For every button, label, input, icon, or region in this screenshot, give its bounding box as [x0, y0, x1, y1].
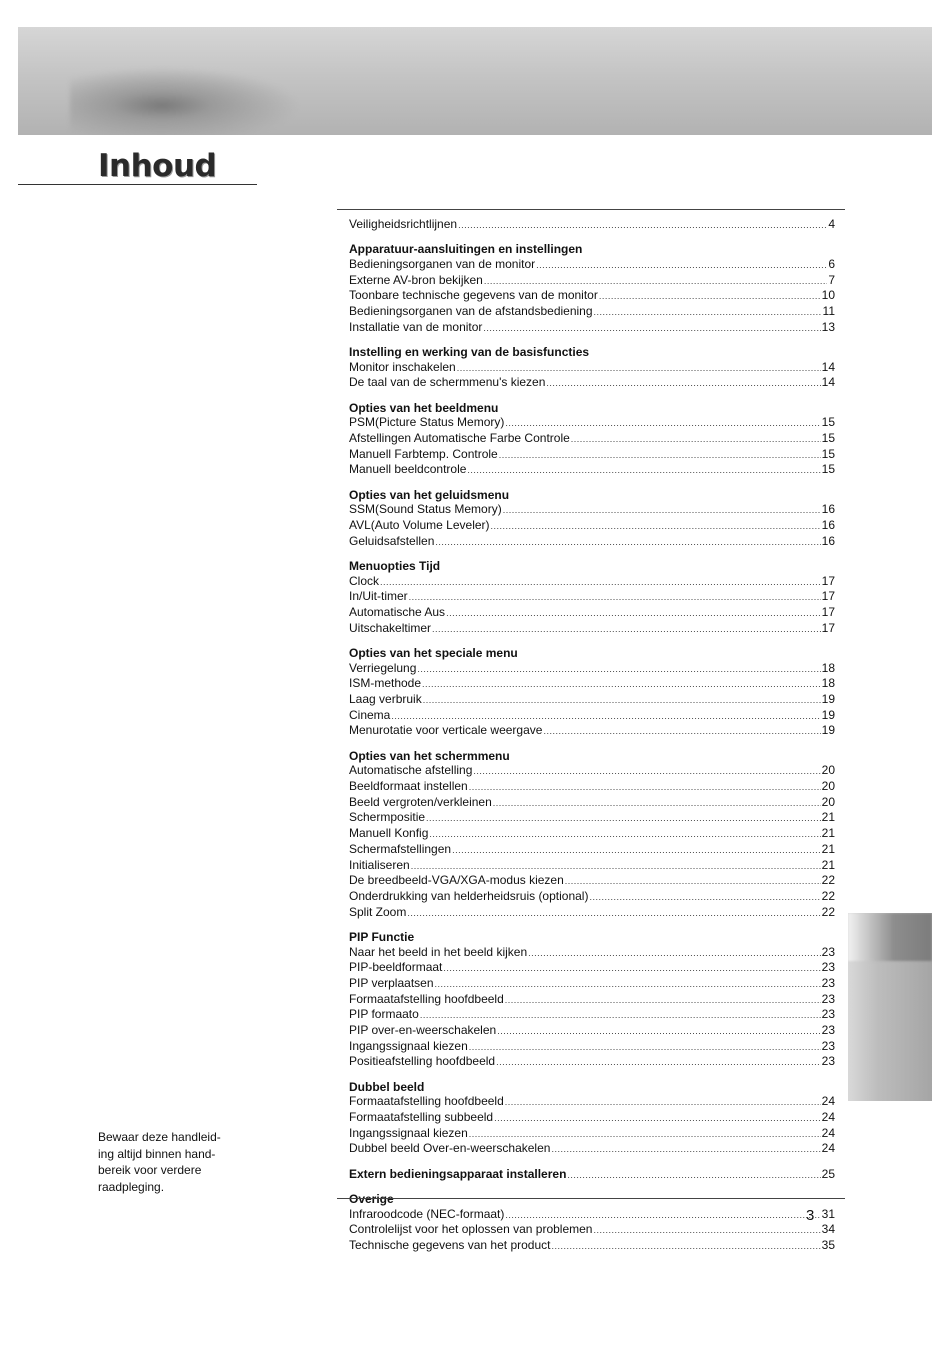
toc-entry-page: 21	[821, 826, 835, 841]
dot-leader	[411, 859, 821, 874]
dot-leader	[505, 416, 820, 431]
toc-section	[349, 401, 835, 479]
dot-leader	[446, 606, 821, 621]
dot-leader	[452, 843, 821, 858]
toc-entry[interactable]	[349, 360, 835, 376]
toc-entry-label: Clock	[349, 573, 380, 588]
toc-entry-label: Beeldformaat instellen	[349, 779, 468, 793]
toc-entry[interactable]	[349, 1039, 835, 1055]
toc-entry-label: Infraroodcode (NEC-formaat)	[349, 1206, 505, 1221]
toc-entry-page: 24	[821, 1094, 835, 1109]
toc-entry-page: 34	[821, 1222, 835, 1237]
toc-entry-page: 23	[821, 944, 835, 959]
toc-entry-label: Controlelijst voor het oplossen van problemen	[349, 1222, 593, 1237]
toc-entry-page: 19	[821, 707, 835, 722]
toc-entry[interactable]	[349, 810, 835, 826]
toc-section	[349, 488, 835, 550]
title-underline	[18, 184, 257, 185]
toc-section-title: Dubbel beeld	[349, 1079, 425, 1094]
toc-entry-page: 31	[821, 1206, 835, 1221]
toc-entry[interactable]	[349, 574, 835, 590]
toc-entry-page: 23	[821, 1023, 835, 1038]
toc-entry-page: 15	[821, 430, 835, 445]
toc-entry[interactable]	[349, 415, 835, 431]
dot-leader	[497, 1024, 820, 1039]
toc-entry[interactable]	[349, 1023, 835, 1039]
toc-entry-page: 17	[821, 620, 835, 635]
toc-entry-label: Verriegelung	[349, 660, 417, 675]
toc-entry-label: Formaatafstelling hoofdbeeld	[349, 991, 504, 1006]
toc-entry-page: 17	[821, 573, 835, 588]
toc-entry-page: 23	[821, 1007, 835, 1022]
toc-entry[interactable]	[349, 1207, 835, 1223]
toc-entry-label: Schermafstellingen	[349, 841, 452, 856]
toc-entry-label: PIP-beeldformaat	[349, 960, 443, 975]
toc-entry-label: SSM(Sound Status Memory)	[349, 502, 502, 517]
toc-entry-label: Geluidsafstellen	[349, 533, 435, 548]
toc-entry-label: Schermpositie	[349, 810, 426, 825]
toc-entry-label: Dubbel beeld Over-en-weerschakelen	[349, 1141, 551, 1156]
toc-entry-label: PIP formaato	[349, 1007, 419, 1022]
dot-leader	[551, 1239, 820, 1254]
toc-entry-label: PSM(Picture Status Memory)	[349, 415, 505, 430]
toc-section-title: Apparatuur-aansluitingen en instellingen	[349, 242, 583, 257]
toc-entry[interactable]	[349, 723, 835, 739]
toc-entry[interactable]	[349, 945, 835, 961]
side-note-line: bereik voor verdere	[98, 1163, 202, 1177]
toc-entry-page: 24	[821, 1125, 835, 1140]
toc-entry[interactable]	[349, 905, 835, 921]
toc-entry[interactable]	[349, 676, 835, 692]
dot-leader	[432, 622, 821, 637]
dot-leader	[599, 289, 821, 304]
page-title: Inhoud	[98, 148, 217, 184]
toc-section	[349, 749, 835, 921]
toc-entry-label: PIP over-en-weerschakelen	[349, 1023, 497, 1038]
toc-entry-page: 22	[821, 873, 835, 888]
toc-entry-label: AVL(Auto Volume Leveler)	[349, 517, 490, 532]
dot-leader	[429, 827, 820, 842]
toc-entry-label: Laag verbruik	[349, 691, 422, 706]
dot-leader	[505, 993, 821, 1008]
dot-leader	[467, 463, 820, 478]
dot-leader	[593, 1223, 820, 1238]
toc-entry[interactable]	[349, 431, 835, 447]
toc-entry[interactable]	[349, 273, 835, 289]
toc-entry[interactable]	[349, 1007, 835, 1023]
toc-entry-heading[interactable]	[349, 1167, 835, 1183]
toc-entry-page: 21	[821, 857, 835, 872]
toc-entry-page: 15	[821, 415, 835, 430]
toc-entry-page: 13	[821, 319, 835, 334]
dot-leader	[473, 764, 820, 779]
toc-entry-page: 23	[821, 991, 835, 1006]
toc-entry-page: 19	[821, 723, 835, 738]
toc-entry[interactable]	[349, 320, 835, 336]
dot-leader	[423, 693, 821, 708]
toc-section-title: Opties van het speciale menu	[349, 645, 518, 660]
side-note	[98, 1129, 248, 1195]
toc-entry-label: Naar het beeld in het beeld kijken	[349, 944, 528, 959]
toc-entry-label: Manuell Farbtemp. Controle	[349, 446, 498, 461]
toc-entry-page: 23	[821, 975, 835, 990]
toc-entry-page: 20	[821, 763, 835, 778]
toc-entry-page: 6	[828, 256, 835, 271]
toc-entry-page: 17	[821, 589, 835, 604]
toc-entry-label: Automatische afstelling	[349, 763, 473, 778]
toc-entry-page: 19	[821, 691, 835, 706]
toc-entry[interactable]	[349, 842, 835, 858]
toc-section	[349, 242, 835, 335]
toc-entry[interactable]	[349, 889, 835, 905]
toc-entry-label: Beeld vergroten/verkleinen	[349, 794, 492, 809]
toc-entry-label: Installatie van de monitor	[349, 319, 483, 334]
toc-section	[349, 1192, 835, 1254]
toc-entry[interactable]	[349, 502, 835, 518]
toc-entry[interactable]	[349, 1238, 835, 1254]
toc-entry[interactable]	[349, 589, 835, 605]
toc-entry-label: Initialiseren	[349, 857, 410, 872]
dot-leader	[469, 780, 821, 795]
toc-entry[interactable]	[349, 960, 835, 976]
toc-entry-page: 35	[821, 1237, 835, 1252]
toc-entry-label: Manuell Konfig	[349, 826, 429, 841]
side-note-line: Bewaar deze handleid-	[98, 1130, 221, 1144]
toc-entry-page: 4	[828, 217, 835, 231]
toc-entry[interactable]	[349, 692, 835, 708]
toc-entry-label: Toonbare technische gegevens van de monitor	[349, 288, 598, 303]
toc-entry-label: Extern bedieningsapparaat installeren	[349, 1166, 567, 1181]
toc-entry[interactable]	[349, 462, 835, 478]
dot-leader	[443, 961, 820, 976]
toc-entry-page: 21	[821, 810, 835, 825]
side-tab-decoration	[848, 913, 932, 1101]
toc-section-title: Instelling en werking van de basisfuncties	[349, 344, 590, 359]
toc-entry[interactable]	[349, 605, 835, 621]
dot-leader	[505, 1095, 821, 1110]
toc-entry-label: Ingangssignaal kiezen	[349, 1038, 468, 1053]
toc-entry[interactable]	[349, 1141, 835, 1157]
toc-section-title: Opties van het schermmenu	[349, 748, 510, 763]
toc-entry-page: 14	[821, 375, 835, 390]
dot-leader	[499, 448, 821, 463]
toc-entry-label: Bedieningsorganen van de monitor	[349, 256, 536, 271]
toc-entry-page: 16	[821, 533, 835, 548]
dot-leader	[528, 946, 821, 961]
dot-leader	[494, 1111, 821, 1126]
toc-entry[interactable]	[349, 518, 835, 534]
dot-leader	[589, 890, 820, 905]
dot-leader	[546, 376, 820, 391]
toc-entry-page: 11	[822, 304, 835, 319]
toc-section	[349, 559, 835, 637]
toc-entry-label: Formaatafstelling subbeeld	[349, 1110, 494, 1125]
dot-leader	[594, 305, 822, 320]
toc-entry-label: Cinema	[349, 707, 391, 722]
toc-entry-label: De taal van de schermmenu's kiezen	[349, 375, 546, 390]
toc-entry-page: 25	[821, 1166, 835, 1181]
dot-leader	[483, 321, 820, 336]
toc-section-title: Opties van het geluidsmenu	[349, 487, 510, 502]
toc-entry[interactable]	[349, 779, 835, 795]
dot-leader	[503, 503, 821, 518]
toc-entry-page: 18	[821, 660, 835, 675]
toc-entry[interactable]	[349, 708, 835, 724]
toc-entry[interactable]	[349, 795, 835, 811]
dot-leader	[458, 218, 827, 233]
dot-leader	[435, 977, 821, 992]
toc-entry-page: 23	[821, 1038, 835, 1053]
toc-entry[interactable]	[349, 375, 835, 391]
toc-entry-page: 7	[828, 272, 835, 287]
dot-leader	[409, 590, 821, 605]
toc-entry-page: 20	[821, 779, 835, 793]
toc-entry[interactable]	[349, 1222, 835, 1238]
toc-entry[interactable]	[349, 1110, 835, 1126]
dot-leader	[407, 906, 820, 921]
toc-entry-label: Veiligheidsrichtlijnen	[349, 217, 458, 231]
toc-section	[349, 930, 835, 1070]
dot-leader	[491, 519, 821, 534]
toc-entry-page: 20	[821, 794, 835, 809]
header-banner	[18, 27, 932, 135]
toc-entry-label: Menurotatie voor verticale weergave	[349, 723, 543, 738]
dot-leader	[571, 432, 821, 447]
toc-entry-label: Externe AV-bron bekijken	[349, 272, 483, 287]
toc-entry[interactable]	[349, 1094, 835, 1110]
dot-leader	[380, 575, 821, 590]
dot-leader	[457, 361, 821, 376]
toc-entry-label: Positieafstelling hoofdbeeld	[349, 1054, 496, 1069]
toc-entry-page: 22	[821, 888, 835, 903]
toc-entry[interactable]	[349, 858, 835, 874]
toc-entry-page: 15	[821, 462, 835, 477]
dot-leader	[484, 274, 827, 289]
toc-entry-label: Technische gegevens van het product	[349, 1237, 551, 1252]
dot-leader	[426, 811, 821, 826]
dot-leader	[435, 535, 820, 550]
toc-section	[349, 1080, 835, 1158]
toc-section-title: Menuopties Tijd	[349, 558, 441, 573]
toc-section-title: Opties van het beeldmenu	[349, 400, 499, 415]
table-of-contents	[349, 217, 835, 1254]
dot-leader	[493, 796, 821, 811]
toc-entry[interactable]	[349, 661, 835, 677]
toc-bottom-rule	[337, 1198, 845, 1199]
dot-leader	[422, 677, 821, 692]
dot-leader	[469, 1127, 821, 1142]
dot-leader	[417, 662, 820, 677]
toc-entry-page: 16	[821, 517, 835, 532]
toc-entry[interactable]	[349, 1054, 835, 1070]
toc-entry[interactable]	[349, 288, 835, 304]
banner-decoration	[70, 67, 300, 135]
dot-leader	[536, 258, 827, 273]
toc-entry-page: 23	[821, 960, 835, 975]
toc-entry-page: 15	[821, 446, 835, 461]
toc-entry-label: Split Zoom	[349, 904, 407, 919]
toc-entry[interactable]	[349, 992, 835, 1008]
toc-entry-page: 17	[821, 604, 835, 619]
toc-entry-page: 14	[821, 359, 835, 374]
dot-leader	[496, 1055, 821, 1070]
dot-leader	[543, 724, 820, 739]
side-note-line: raadpleging.	[98, 1179, 165, 1194]
dot-leader	[469, 1040, 821, 1055]
toc-entry[interactable]	[349, 217, 835, 233]
toc-entry-page: 22	[821, 904, 835, 919]
dot-leader	[551, 1142, 820, 1157]
toc-entry-label: Onderdrukking van helderheidsruis (optional)	[349, 888, 589, 903]
toc-entry[interactable]	[349, 447, 835, 463]
toc-entry-page: 10	[821, 288, 835, 303]
dot-leader	[505, 1208, 820, 1223]
page-number: 3	[806, 1207, 815, 1224]
toc-entry[interactable]	[349, 257, 835, 273]
toc-entry-page: 23	[821, 1054, 835, 1069]
toc-entry[interactable]	[349, 826, 835, 842]
toc-entry-label: Formaatafstelling hoofdbeeld	[349, 1094, 504, 1109]
toc-entry-label: In/Uit-timer	[349, 589, 408, 604]
toc-entry-page: 24	[821, 1141, 835, 1156]
side-note-line: ing altijd binnen hand-	[98, 1146, 216, 1161]
toc-top-rule	[337, 209, 845, 210]
toc-entry-label: De breedbeeld-VGA/XGA-modus kiezen	[349, 873, 564, 888]
toc-entry-label: Uitschakeltimer	[349, 620, 432, 635]
toc-entry-page: 18	[821, 676, 835, 691]
dot-leader	[391, 709, 820, 724]
toc-entry[interactable]	[349, 1126, 835, 1142]
toc-entry-label: ISM-methode	[349, 676, 422, 691]
toc-entry[interactable]	[349, 621, 835, 637]
toc-entry-label: Afstellingen Automatische Farbe Controle	[349, 430, 570, 445]
side-tab-shade	[848, 913, 932, 961]
toc-section-title: PIP Functie	[349, 929, 415, 944]
toc-entry-label: Automatische Aus	[349, 604, 446, 619]
toc-section	[349, 646, 835, 739]
dot-leader	[567, 1168, 820, 1183]
toc-entry[interactable]	[349, 976, 835, 992]
toc-entry-page: 24	[821, 1110, 835, 1125]
toc-section	[349, 345, 835, 391]
toc-section-title	[349, 1192, 835, 1207]
toc-entry[interactable]	[349, 873, 835, 889]
toc-entry-label: Manuell beeldcontrole	[349, 462, 467, 477]
toc-entry[interactable]	[349, 304, 835, 320]
toc-entry[interactable]	[349, 763, 835, 779]
toc-entry[interactable]	[349, 534, 835, 550]
toc-entry-label: Ingangssignaal kiezen	[349, 1125, 468, 1140]
toc-entry-label: PIP verplaatsen	[349, 975, 434, 990]
toc-entry-page: 21	[821, 841, 835, 856]
toc-entry-label: Bedieningsorganen van de afstandsbediening	[349, 304, 593, 319]
toc-entry-label: Monitor inschakelen	[349, 359, 456, 374]
toc-entry-page: 16	[821, 502, 835, 517]
dot-leader	[420, 1008, 821, 1023]
dot-leader	[565, 874, 821, 889]
